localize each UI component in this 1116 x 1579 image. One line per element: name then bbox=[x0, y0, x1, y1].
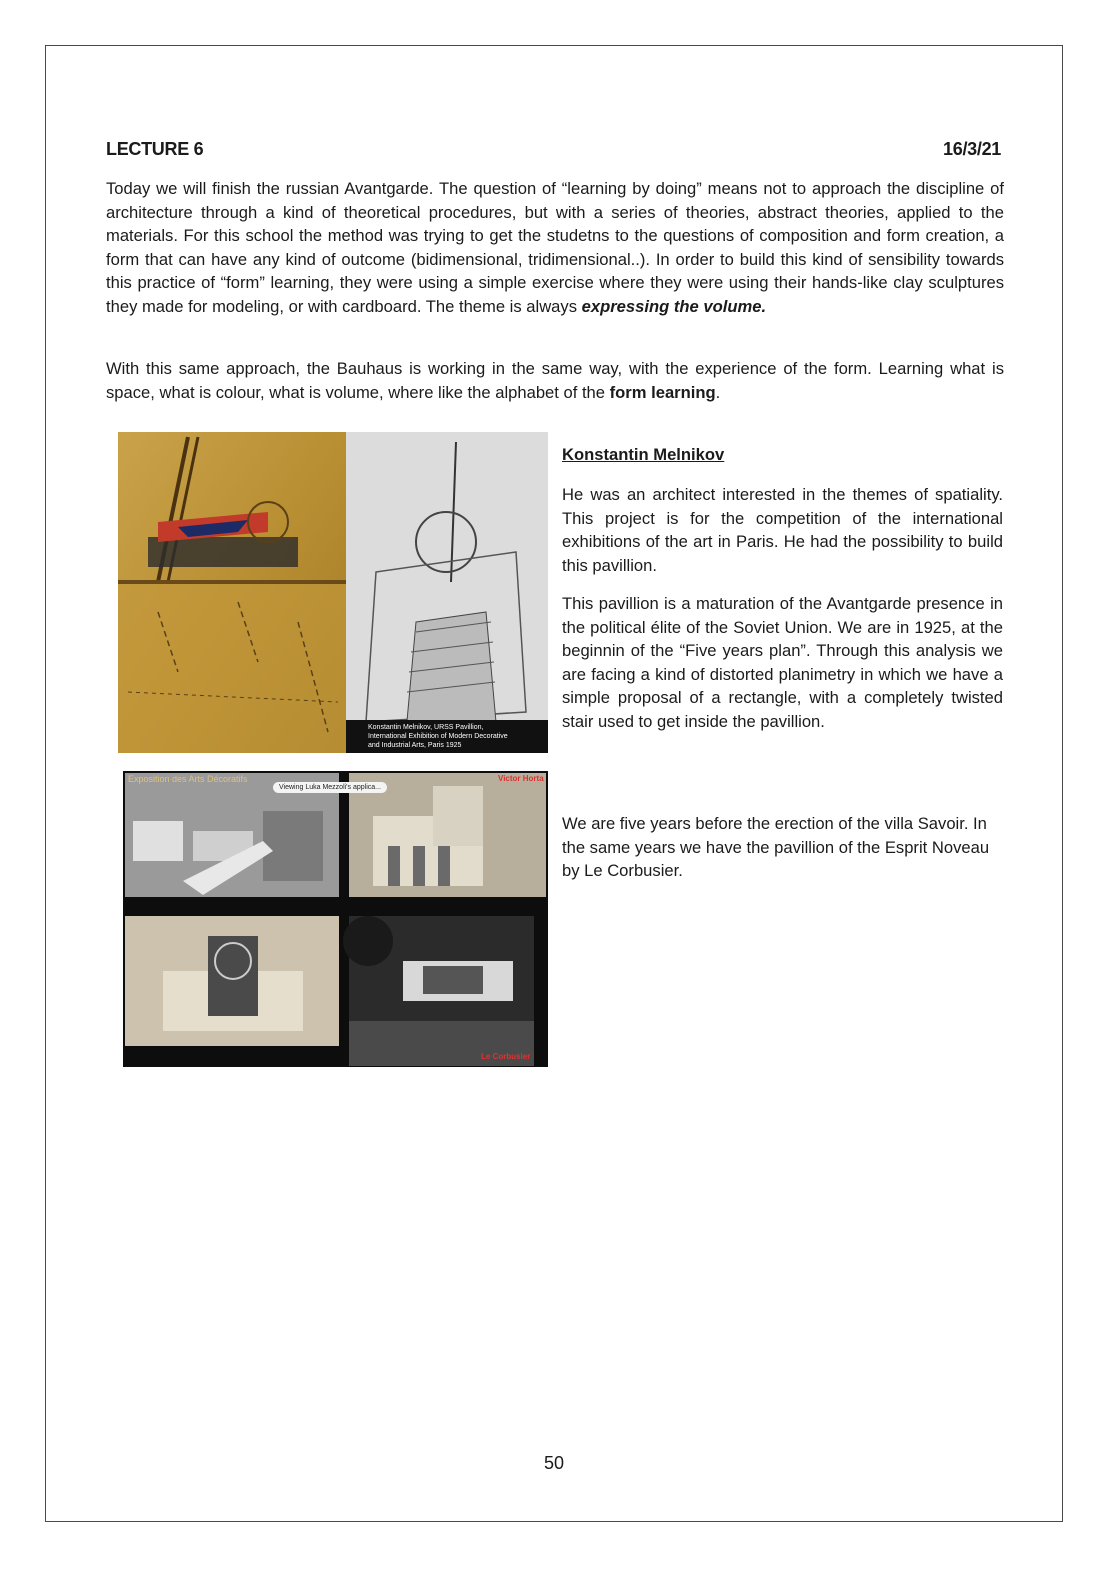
bauhaus-end: . bbox=[715, 382, 721, 402]
intro-emphasis: expressing the volume. bbox=[581, 296, 767, 316]
lecture-heading: LECTURE 6 bbox=[106, 139, 204, 159]
collage-title: Exposition des Arts Décoratifs bbox=[128, 774, 248, 784]
collage-tooltip: Viewing Luka Mezzoli's applica... bbox=[273, 782, 387, 793]
page-number: 50 bbox=[543, 1453, 565, 1473]
melnikov-para-1: He was an architect interested in the themes of spatiality. This project is for the competition of the international exhibitions of the art in Paris. He had the possibility to build this pavillion. bbox=[562, 485, 1003, 575]
bauhaus-strong: form learning bbox=[609, 382, 716, 402]
bauhaus-paragraph bbox=[106, 357, 1004, 404]
melnikov-para-3: We are five years before the erection of the villa Savoir. In the same years we have the pavillion of the Esprit Noveau by Le Corbusier. bbox=[562, 814, 990, 881]
intro-text: Today we will finish the russian Avantgarde. The question of “learning by doing” means not to approach the discipline of architecture through a kind of theoretical procedures, but with a series of theories, abstract theories, applied to the materials. For this school the method was trying to get the studetns to the questions of composition and form creation, a form that can have any kind of outcome (bidimensional, tridimensional..). In order to build this kind of sensibility towards this practice of “form” learning, they were using a simple exercise where they were using their hands-like clay sculptures they made for modeling, or with cardboard. The theme is always bbox=[106, 179, 1004, 316]
melnikov-title: Konstantin Melnikov bbox=[562, 445, 725, 464]
caption-line-1: Konstantin Melnikov, URSS Pavillion, bbox=[368, 724, 484, 731]
caption-line-3: and Industrial Arts, Paris 1925 bbox=[368, 742, 462, 749]
figure-caption bbox=[368, 723, 508, 750]
melnikov-sketch-image bbox=[118, 432, 346, 753]
exhibition-collage-image bbox=[123, 771, 548, 1067]
le-corbusier-label: Le Corbusier bbox=[481, 1052, 531, 1061]
melnikov-perspective-image bbox=[346, 432, 548, 753]
bauhaus-text: With this same approach, the Bauhaus is working in the same way, with the experience of the form. Learning what is space, what is colour, what is volume, where like the alphabet of the bbox=[106, 359, 1004, 402]
caption-line-2: International Exhibition of Modern Decorative bbox=[368, 733, 508, 740]
victor-horta-label: Victor Horta bbox=[498, 774, 544, 783]
lecture-date: 16/3/21 bbox=[943, 139, 1001, 159]
intro-paragraph bbox=[106, 177, 1004, 319]
melnikov-para-2: This pavillion is a maturation of the Avantgarde presence in the political élite of the Soviet Union. We are in 1925, at the beginnin of the “Five years plan”. Through this analysis we are facing a kind of distorted planimetry in which we have a simple proposal of a rectangle, with a completely twisted stair used to get inside the pavillion. bbox=[562, 594, 1003, 731]
